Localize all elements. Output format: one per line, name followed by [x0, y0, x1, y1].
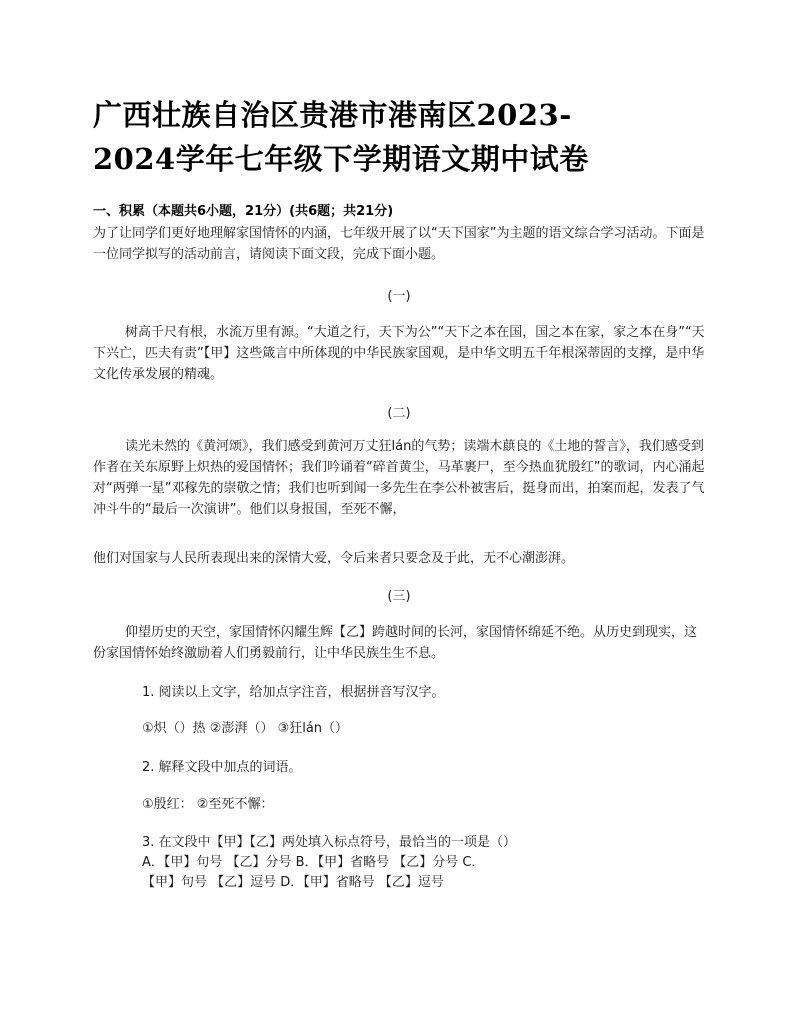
part2-label: (二) [387, 406, 411, 421]
question-1-blanks: ①炽（）热 ②澎湃（） ③狂lán（） [142, 721, 349, 736]
part2-paragraph: 读光未然的《黄河颂》，我们感受到黄河万丈狂lán的气势；读端木蕻良的《土地的誓言》，我们感受到作者在关东原野上炽热的爱国情怀；我们吟诵着“碎首黄尘，马革裹尸，至今热血犹殷红”的歌词，内心涌起对“两弹一星”邓稼先的崇敬之情；我们也听到闻一多先生在李公朴被害后，挺身而出，拍案而起，发表了气冲斗牛的“最后一次演讲”。他们以身报国，至死不懈， [93, 439, 705, 517]
question-3: 3. 在文段中【甲】【乙】两处填入标点符号，最恰当的一项是（） [142, 835, 517, 850]
part1-label: (一) [387, 289, 411, 304]
title-line-2: 2024学年七年级下学期语文期中试卷 [93, 142, 589, 176]
question-2: 2. 解释文段中加点的词语。 [142, 760, 302, 775]
part1-paragraph: 树高千尺有根，水流万里有源。“大道之行，天下为公”“天下之本在国，国之本在家，家之本在身”“天下兴亡，匹夫有责”【甲】这些箴言中所体现的中华民族家国观，是中华文明五千年根深蒂固的支撑，是中华文化传承发展的精魂。 [93, 325, 705, 382]
title-line-1: 广西壮族自治区贵港市港南区2023- [93, 98, 572, 132]
question-2-items: ①殷红： ②至死不懈： [142, 797, 274, 812]
section-heading: 一、积累（本题共6小题，21分）(共6题；共21分) [93, 204, 394, 219]
question-3-options-line-1: A．【甲】句号 【乙】分号 B．【甲】省略号 【乙】分号 C． [142, 855, 485, 870]
question-3-options-line-2: 【甲】句号 【乙】逗号 D．【甲】省略号 【乙】逗号 [142, 875, 444, 890]
document-title [93, 93, 653, 181]
question-1: 1. 阅读以上文字，给加点字注音，根据拼音写汉字。 [142, 685, 445, 700]
intro-paragraph: 为了让同学们更好地理解家国情怀的内涵，七年级开展了以“天下国家”为主题的语文综合学习活动。下面是一位同学拟写的活动前言，请阅读下面文段，完成下面小题。 [93, 226, 705, 262]
part3-paragraph: 仰望历史的天空，家国情怀闪耀生辉【乙】跨越时间的长河，家国情怀绵延不绝。从历史到现实，这份家国情怀始终激励着人们勇毅前行，让中华民族生生不息。 [93, 625, 698, 661]
part3-label: (三) [387, 589, 411, 604]
part2-paragraph-end: 他们对国家与人民所表现出来的深情大爱，令后来者只要念及于此，无不心潮澎湃。 [93, 551, 575, 566]
